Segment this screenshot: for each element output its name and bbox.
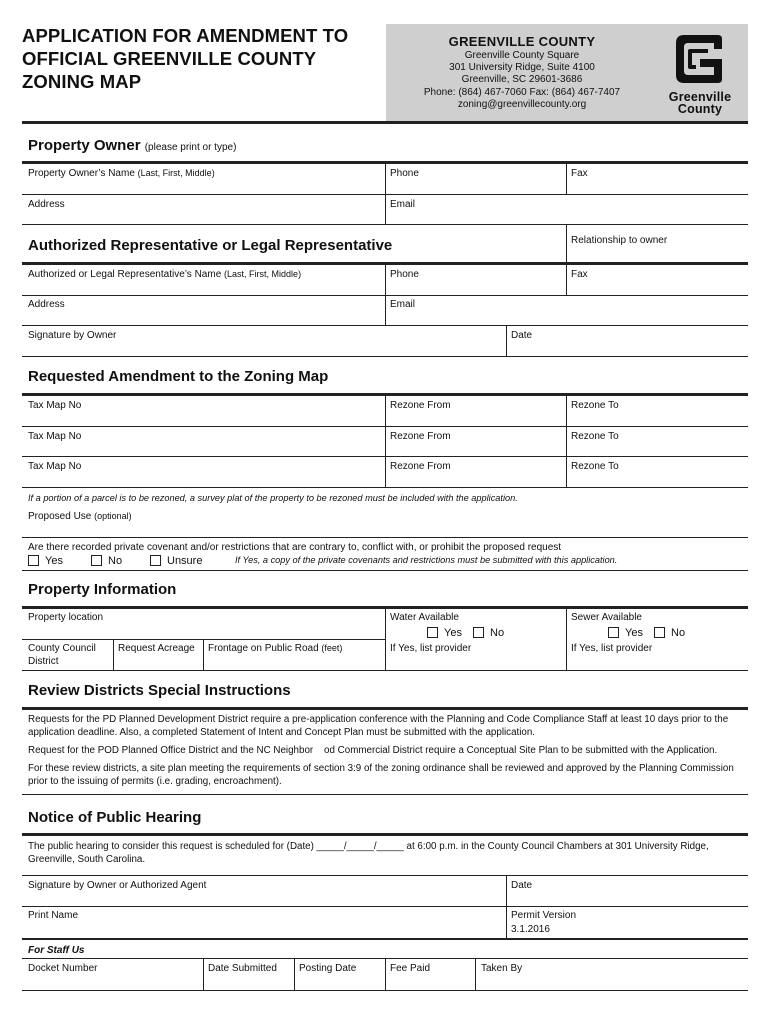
greenville-county-logo: Greenville County bbox=[656, 29, 744, 119]
tax-map-field-3[interactable]: Tax Map No bbox=[28, 461, 82, 472]
rep-fax-field[interactable]: Fax bbox=[571, 269, 588, 280]
property-owner-heading: Property Owner (please print or type) bbox=[28, 137, 237, 154]
col-divider bbox=[385, 264, 386, 326]
rezone-from-field-2[interactable]: Rezone From bbox=[390, 431, 451, 442]
col-divider bbox=[566, 224, 567, 264]
representative-heading: Authorized Representative or Legal Representative bbox=[28, 237, 393, 254]
docket-number-field[interactable]: Docket Number bbox=[28, 963, 98, 974]
row-divider bbox=[22, 906, 748, 907]
tax-map-field-2[interactable]: Tax Map No bbox=[28, 431, 82, 442]
review-paragraph-pod: Request for the POD Planned Office District and the NC Neighbor od Commercial District require a Conceptual Site Plan to be submitted with the Application. bbox=[28, 745, 718, 756]
col-divider bbox=[566, 395, 567, 487]
covenant-no-label: No bbox=[108, 555, 123, 567]
col-divider bbox=[203, 639, 204, 670]
covenant-unsure-label: Unsure bbox=[167, 555, 203, 567]
rezone-to-field-3[interactable]: Rezone To bbox=[571, 461, 619, 472]
owner-signature-field[interactable]: Signature by Owner bbox=[28, 330, 117, 341]
fee-paid-field[interactable]: Fee Paid bbox=[390, 963, 431, 974]
water-provider-field[interactable]: If Yes, list provider bbox=[390, 643, 472, 654]
water-yes-checkbox[interactable] bbox=[427, 627, 438, 638]
covenant-note: If Yes, a copy of the private covenants and restrictions must be submitted with this application. bbox=[235, 555, 618, 565]
col-divider bbox=[203, 958, 204, 990]
owner-address-field[interactable]: Address bbox=[28, 199, 65, 210]
posting-date-field[interactable]: Posting Date bbox=[299, 963, 357, 974]
col-divider bbox=[566, 162, 567, 194]
row-divider bbox=[22, 639, 386, 640]
form-title: APPLICATION FOR AMENDMENT TO OFFICIAL GREENVILLE COUNTY ZONING MAP bbox=[22, 25, 349, 92]
row-divider bbox=[22, 794, 748, 795]
row-divider bbox=[22, 487, 748, 488]
col-divider bbox=[385, 958, 386, 990]
row-divider bbox=[22, 990, 748, 991]
rep-name-field[interactable]: Authorized or Legal Representative’s Name (Last, First, Middle) bbox=[28, 269, 302, 280]
staff-use-heading: For Staff Us bbox=[28, 945, 85, 956]
proposed-use-field[interactable]: Proposed Use (optional) bbox=[28, 511, 132, 522]
print-name-field[interactable]: Print Name bbox=[28, 910, 79, 921]
agent-signature-date-field[interactable]: Date bbox=[511, 880, 533, 891]
rep-address-field[interactable]: Address bbox=[28, 299, 65, 310]
sewer-no-label: No bbox=[671, 627, 686, 639]
rezone-from-field-3[interactable]: Rezone From bbox=[390, 461, 451, 472]
covenant-unsure-checkbox[interactable] bbox=[150, 555, 161, 566]
section-rule bbox=[22, 833, 748, 836]
rezone-to-field-1[interactable]: Rezone To bbox=[571, 400, 619, 411]
property-location-field[interactable]: Property location bbox=[28, 612, 104, 623]
agent-signature-field[interactable]: Signature by Owner or Authorized Agent bbox=[28, 880, 207, 891]
public-hearing-heading: Notice of Public Hearing bbox=[28, 809, 202, 826]
form-header bbox=[22, 24, 748, 122]
sewer-yes-label: Yes bbox=[625, 627, 643, 639]
row-divider bbox=[22, 875, 748, 876]
sewer-no-checkbox[interactable] bbox=[654, 627, 665, 638]
water-yes-label: Yes bbox=[444, 627, 462, 639]
signature-date-field[interactable]: Date bbox=[511, 330, 533, 341]
section-rule bbox=[22, 707, 748, 710]
permit-version-date: 3.1.2016 bbox=[511, 924, 550, 935]
covenant-yes-label: Yes bbox=[45, 555, 63, 567]
water-no-label: No bbox=[490, 627, 505, 639]
col-divider bbox=[385, 162, 386, 224]
col-divider bbox=[475, 958, 476, 990]
col-divider bbox=[566, 264, 567, 295]
col-divider bbox=[294, 958, 295, 990]
tax-map-field-1[interactable]: Tax Map No bbox=[28, 400, 82, 411]
county-council-district-field[interactable]: County Council District bbox=[28, 643, 96, 667]
rezone-to-field-2[interactable]: Rezone To bbox=[571, 431, 619, 442]
sewer-available-label: Sewer Available bbox=[571, 612, 642, 623]
sewer-yes-checkbox[interactable] bbox=[608, 627, 619, 638]
row-divider bbox=[22, 325, 748, 326]
date-submitted-field[interactable]: Date Submitted bbox=[208, 963, 277, 974]
water-no-checkbox[interactable] bbox=[473, 627, 484, 638]
col-divider bbox=[113, 639, 114, 670]
rezone-from-field-1[interactable]: Rezone From bbox=[390, 400, 451, 411]
taken-by-field[interactable]: Taken By bbox=[481, 963, 523, 974]
rep-email-field[interactable]: Email bbox=[390, 299, 416, 310]
relationship-to-owner-field[interactable]: Relationship to owner bbox=[571, 235, 668, 246]
survey-plat-note: If a portion of a parcel is to be rezoned, a survey plat of the property to be rezoned must be included with the application. bbox=[28, 493, 518, 503]
frontage-field[interactable]: Frontage on Public Road (feet) bbox=[208, 643, 343, 654]
rep-phone-field[interactable]: Phone bbox=[390, 269, 419, 280]
property-information-heading: Property Information bbox=[28, 581, 177, 598]
permit-version-label: Permit Version bbox=[511, 910, 577, 921]
section-rule bbox=[22, 938, 748, 940]
covenant-question: Are there recorded private covenant and/or restrictions that are contrary to, conflict with, or prohibit the proposed request bbox=[28, 542, 562, 553]
g-logo-icon bbox=[656, 29, 744, 91]
row-divider bbox=[22, 537, 748, 538]
county-address: Greenville County Square 301 University Ridge, Suite 4100 Greenville, SC 29601-3686 Phone: (864) 467-7060 Fax: (864) 467-7407 zoning@greenvillecounty.org bbox=[423, 50, 621, 110]
owner-name-field[interactable]: Property Owner’s Name (Last, First, Middle) bbox=[28, 168, 215, 179]
col-divider bbox=[385, 395, 386, 487]
row-divider bbox=[22, 670, 748, 671]
owner-email-field[interactable]: Email bbox=[390, 199, 416, 210]
county-contact-box bbox=[386, 24, 748, 122]
review-districts-heading: Review Districts Special Instructions bbox=[28, 682, 291, 699]
public-hearing-text: The public hearing to consider this request is scheduled for (Date) _____/_____/_____ at 6:00 p.m. in the County Council Chambers at 301 University Ridge, Greenville, South Carolina. bbox=[28, 841, 709, 865]
owner-phone-field[interactable]: Phone bbox=[390, 168, 419, 179]
col-divider bbox=[506, 325, 507, 356]
col-divider bbox=[566, 608, 567, 670]
sewer-provider-field[interactable]: If Yes, list provider bbox=[571, 643, 653, 654]
row-divider bbox=[22, 570, 748, 571]
covenant-no-checkbox[interactable] bbox=[91, 555, 102, 566]
col-divider bbox=[385, 608, 386, 670]
covenant-yes-checkbox[interactable] bbox=[28, 555, 39, 566]
owner-fax-field[interactable]: Fax bbox=[571, 168, 588, 179]
water-available-label: Water Available bbox=[390, 612, 459, 623]
review-paragraph-pd: Requests for the PD Planned Development District require a pre-application conference with the Planning and Code Compliance Staff at least 10 days prior to the application deadline. Also, a completed Statement of Intent and Concept Plan must be submitted with the application. bbox=[28, 714, 729, 738]
header-divider bbox=[22, 121, 748, 124]
row-divider bbox=[22, 224, 748, 225]
county-name: GREENVILLE COUNTY bbox=[448, 34, 596, 49]
review-paragraph-site-plan: For these review districts, a site plan meeting the requirements of section 3:9 of the zoning ordinance shall be reviewed and approved by the Planning Commission prior to the issuing of permits (i.e. grading, encroachment). bbox=[28, 763, 734, 787]
col-divider bbox=[506, 875, 507, 938]
row-divider bbox=[22, 356, 748, 357]
request-acreage-field[interactable]: Request Acreage bbox=[118, 643, 195, 654]
amendment-heading: Requested Amendment to the Zoning Map bbox=[28, 368, 329, 385]
